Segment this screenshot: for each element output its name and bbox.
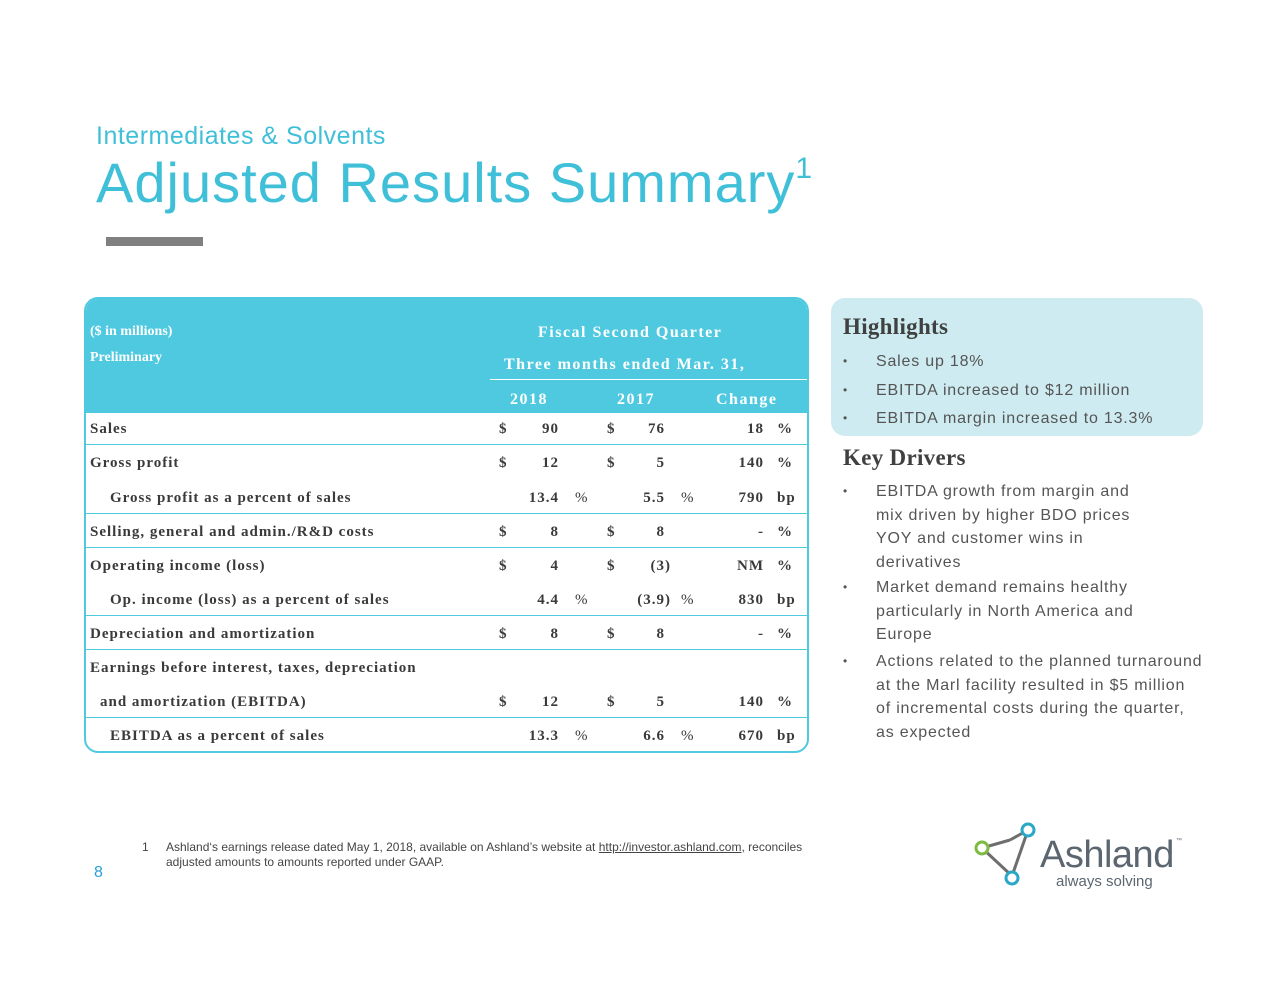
value-2018: 90 — [542, 421, 559, 437]
highlight-text: EBITDA margin increased to 13.3% — [876, 410, 1154, 427]
driver-text: EBITDA growth from margin and mix driven by higher BDO prices YOY and customer wins in derivatives — [876, 483, 1131, 571]
value-2017: 6.6 — [643, 728, 665, 744]
value-2018: 8 — [550, 626, 559, 642]
page-number: 8 — [94, 864, 103, 881]
footnote-text-after: , reconciles adjusted amounts to amounts reported under GAAP. — [166, 840, 803, 869]
change-value: 670 — [738, 728, 764, 744]
value-2017: 8 — [656, 524, 665, 540]
currency-2017: $ — [607, 558, 616, 574]
logo-tagline: always solving — [1056, 873, 1153, 890]
row-label: Gross profit as a percent of sales — [110, 490, 352, 506]
row-label: Sales — [90, 421, 128, 437]
title-text: Adjusted Results Summary — [96, 151, 796, 214]
column-2018: 2018 — [510, 391, 548, 408]
change-value: - — [758, 626, 764, 642]
bullet-icon: • — [843, 383, 848, 397]
value-2017: 5 — [656, 455, 665, 471]
slide-subtitle: Intermediates & Solvents — [96, 122, 386, 150]
driver-text: Market demand remains healthy particularly in North America and Europe — [876, 579, 1134, 643]
value-2018: 8 — [550, 524, 559, 540]
value-2017: (3.9) — [637, 592, 671, 608]
highlight-text: Sales up 18% — [876, 353, 985, 370]
change-unit: % — [777, 421, 793, 437]
value-2018: 12 — [542, 694, 559, 710]
bullet-icon: • — [843, 654, 848, 668]
period-group-label: Fiscal Second Quarter — [538, 324, 723, 341]
header-divider — [490, 379, 808, 380]
row-label: Depreciation and amortization — [90, 626, 316, 642]
change-unit: % — [777, 558, 793, 574]
currency-2018: $ — [499, 558, 508, 574]
currency-2017: $ — [607, 455, 616, 471]
row-label: Operating income (loss) — [90, 558, 266, 574]
currency-2018: $ — [499, 421, 508, 437]
percent-2017: % — [681, 728, 695, 744]
percent-2018: % — [575, 728, 589, 744]
row-label: Earnings before interest, taxes, depreciation — [90, 660, 417, 676]
highlights-heading: Highlights — [843, 314, 949, 339]
driver-item — [843, 576, 1183, 647]
value-2018: 4.4 — [537, 592, 559, 608]
change-value: - — [758, 524, 764, 540]
percent-2018: % — [575, 490, 589, 506]
footnote-number: 1 — [142, 840, 149, 854]
value-2018: 13.3 — [528, 728, 559, 744]
title-footnote-marker: 1 — [795, 152, 814, 185]
slide-title — [96, 150, 813, 215]
period-sub-label: Three months ended Mar. 31, — [504, 356, 746, 373]
row-divider — [86, 615, 807, 616]
currency-2018: $ — [499, 524, 508, 540]
change-unit: % — [777, 455, 793, 471]
row-divider — [86, 717, 807, 718]
currency-2017: $ — [607, 524, 616, 540]
investor-link[interactable]: http://investor.ashland.com — [598, 840, 742, 854]
highlight-item — [843, 407, 1203, 431]
title-underline-bar — [106, 237, 203, 246]
currency-2017: $ — [607, 626, 616, 642]
driver-item — [843, 480, 1143, 574]
currency-2018: $ — [499, 455, 508, 471]
row-label: EBITDA as a percent of sales — [110, 728, 325, 744]
change-value: 790 — [738, 490, 764, 506]
row-divider — [86, 513, 807, 514]
value-2018: 13.4 — [528, 490, 559, 506]
value-2017: 5.5 — [643, 490, 665, 506]
row-divider — [86, 547, 807, 548]
bullet-icon: • — [843, 354, 848, 368]
value-2018: 12 — [542, 455, 559, 471]
key-drivers-heading: Key Drivers — [843, 445, 966, 470]
percent-2017: % — [681, 592, 695, 608]
change-value: 18 — [747, 421, 764, 437]
highlight-text: EBITDA increased to $12 million — [876, 382, 1131, 399]
change-value: NM — [737, 558, 764, 574]
change-value: 140 — [738, 694, 764, 710]
bullet-icon: • — [843, 411, 848, 425]
highlight-item — [843, 379, 1203, 403]
value-2017: 76 — [648, 421, 665, 437]
percent-2017: % — [681, 490, 695, 506]
column-2017: 2017 — [617, 391, 655, 408]
driver-text: Actions related to the planned turnaround at the Marl facility resulted in $5 million of incremental costs during the quarter, as expected — [876, 653, 1203, 741]
column-change: Change — [716, 391, 778, 408]
row-divider — [86, 444, 807, 445]
footnote — [142, 840, 826, 870]
preliminary-label: Preliminary — [90, 350, 163, 365]
change-unit: bp — [777, 728, 796, 744]
units-label: ($ in millions) — [90, 324, 173, 339]
table-header — [86, 299, 807, 413]
currency-2017: $ — [607, 421, 616, 437]
percent-2018: % — [575, 592, 589, 608]
row-label-continued: and amortization (EBITDA) — [100, 694, 307, 710]
value-2017: 8 — [656, 626, 665, 642]
change-unit: % — [777, 694, 793, 710]
value-2018: 4 — [550, 558, 559, 574]
driver-item — [843, 650, 1203, 744]
row-label: Selling, general and admin./R&D costs — [90, 524, 375, 540]
currency-2018: $ — [499, 626, 508, 642]
change-value: 830 — [738, 592, 764, 608]
highlight-item — [843, 350, 1203, 374]
change-unit: % — [777, 626, 793, 642]
change-unit: bp — [777, 490, 796, 506]
change-unit: bp — [777, 592, 796, 608]
value-2017: (3) — [650, 558, 671, 574]
bullet-icon: • — [843, 580, 848, 594]
row-divider — [86, 649, 807, 650]
bullet-icon: • — [843, 484, 848, 498]
currency-2018: $ — [499, 694, 508, 710]
currency-2017: $ — [607, 694, 616, 710]
change-unit: % — [777, 524, 793, 540]
logo-wordmark: Ashland — [1040, 834, 1174, 876]
value-2017: 5 — [656, 694, 665, 710]
logo-trademark: ™ — [1176, 838, 1182, 844]
row-label: Gross profit — [90, 455, 180, 471]
footnote-text-before: Ashland‘s earnings release dated May 1, 2018, available on Ashland’s website at — [166, 840, 599, 854]
footnote-body — [166, 840, 826, 870]
results-table — [84, 297, 809, 753]
row-label: Op. income (loss) as a percent of sales — [110, 592, 390, 608]
change-value: 140 — [738, 455, 764, 471]
